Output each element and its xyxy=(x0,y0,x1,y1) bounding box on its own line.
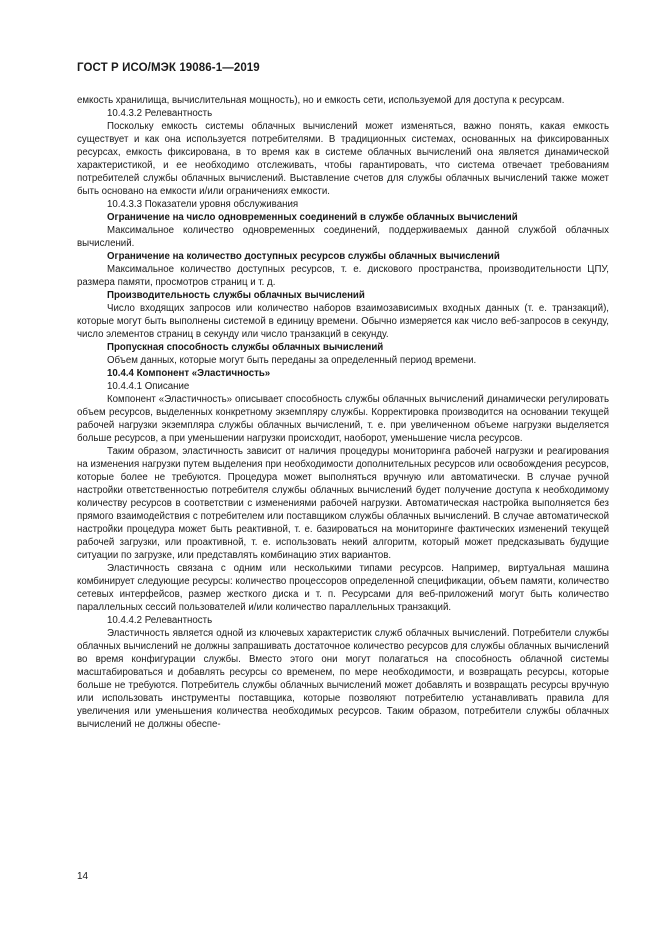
paragraph: Число входящих запросов или количество наборов взаимозависимых входных данных (т. е. транзакций), которые могут быть выполнены системой в единицу времени. Обычно измеряется как число веб-запросов в секунду, число элементов страниц в секунду или число транзакций в секунду. xyxy=(77,303,609,340)
paragraph-continuation: емкость хранилища, вычислительная мощность), но и емкость сети, используемой для доступа к ресурсам. xyxy=(77,95,565,106)
subsection-heading: 10.4.3.3 Показатели уровня обслуживания xyxy=(107,199,299,210)
paragraph: Компонент «Эластичность» описывает способность службы облачных вычислений динамически регулировать объем ресурсов, выделенных конкретному экземпляру службы. Корректировка производится на основании текущей рабочей нагрузки экземпляра службы облачных вычислений, т. е. при увеличенном объеме нагрузки выделяется больше ресурсов, а при уменьшении нагрузки происходит, наоборот, уменьшение числа ресурсов. xyxy=(77,394,609,444)
paragraph: Эластичность является одной из ключевых характеристик служб облачных вычислений. Потребители службы облачных вычислений не должны запрашивать достаточное количество ресурсов для службы облачных вычислений во время конфигурации службы. Вместо этого они могут полагаться на способность облачной системы масштабироваться и добавлять ресурсы со временем, по мере необходимости, и возвращать ресурсы, которые больше не требуются. Потребитель службы облачных вычислений может добавлять и возвращать ресурсы вручную или использовать инструменты поставщика, которые позволяют потребителю устанавливать правила для увеличения или уменьшения количества необходимых ресурсов. Таким образом, потребители службы облачных вычислений не должны обеспе- xyxy=(77,628,609,730)
metric-title: Ограничение на число одновременных соединений в службе облачных вычислений xyxy=(107,212,518,223)
paragraph: Максимальное количество одновременных соединений, поддерживаемых данной службой облачных вычислений. xyxy=(77,225,609,249)
paragraph: Таким образом, эластичность зависит от наличия процедуры мониторинга рабочей нагрузки и реагирования на изменения нагрузки путем выделения при необходимости дополнительных ресурсов или освобождения ресурсов, которые более не требуются. Процедура может выполняться вручную или автоматически. В случае ручной настройки ответственностью потребителя службы облачных вычислений будет получение доступа к необходимому количеству ресурсов в соответствии с изменениями рабочей нагрузки. Автоматическая настройка выполняется без прямого взаимодействия с потребителем или поставщиком службы облачных вычислений. В случае автоматической настройки процедура может быть реактивной, т. е. базироваться на мониторинге фактических изменений текущей рабочей загрузки, или проактивной, т. е. использовать некий алгоритм, который может предсказывать будущие ситуации по загрузке, или представлять комбинацию этих вариантов. xyxy=(77,446,609,561)
subsection-heading: 10.4.4.1 Описание xyxy=(107,381,190,392)
page-number: 14 xyxy=(77,871,89,882)
metric-title: Ограничение на количество доступных ресурсов службы облачных вычислений xyxy=(107,251,500,262)
section-heading: 10.4.4 Компонент «Эластичность» xyxy=(107,368,271,379)
paragraph: Максимальное количество доступных ресурсов, т. е. дискового пространства, производительности ЦПУ, размера памяти, просмотров страниц и т. д. xyxy=(77,264,609,288)
metric-title: Производительность службы облачных вычислений xyxy=(107,290,365,301)
document-header: ГОСТ Р ИСО/МЭК 19086-1—2019 xyxy=(77,62,260,74)
paragraph: Объем данных, которые могут быть переданы за определенный период времени. xyxy=(107,355,477,366)
subsection-heading: 10.4.4.2 Релевантность xyxy=(107,615,213,626)
paragraph: Эластичность связана с одним или несколькими типами ресурсов. Например, виртуальная машина комбинирует следующие ресурсы: количество процессоров определенной спецификации, объем памяти, количество сетевых интерфейсов, размер жесткого диска и т. п. Ресурсами для веб-приложений могут быть количество параллельных сессий пользователей и/или количество параллельных транзакций. xyxy=(77,563,609,613)
document-body xyxy=(77,94,609,731)
paragraph: Поскольку емкость системы облачных вычислений может изменяться, важно понять, какая емкость существует и как она используется потребителями. В традиционных системах, основанных на фиксированных ресурсах, емкость фиксирована, в то время как в системе облачных вычислений она является динамической характеристикой, и ее необходимо отслеживать, чтобы гарантировать, что система отвечает требованиям потребителей службы облачных вычислений. Выставление счетов для службы облачных вычислений также может быть основано на емкости и/или ограничениях емкости. xyxy=(77,121,609,197)
subsection-heading: 10.4.3.2 Релевантность xyxy=(107,108,213,119)
metric-title: Пропускная способность службы облачных вычислений xyxy=(107,342,384,353)
